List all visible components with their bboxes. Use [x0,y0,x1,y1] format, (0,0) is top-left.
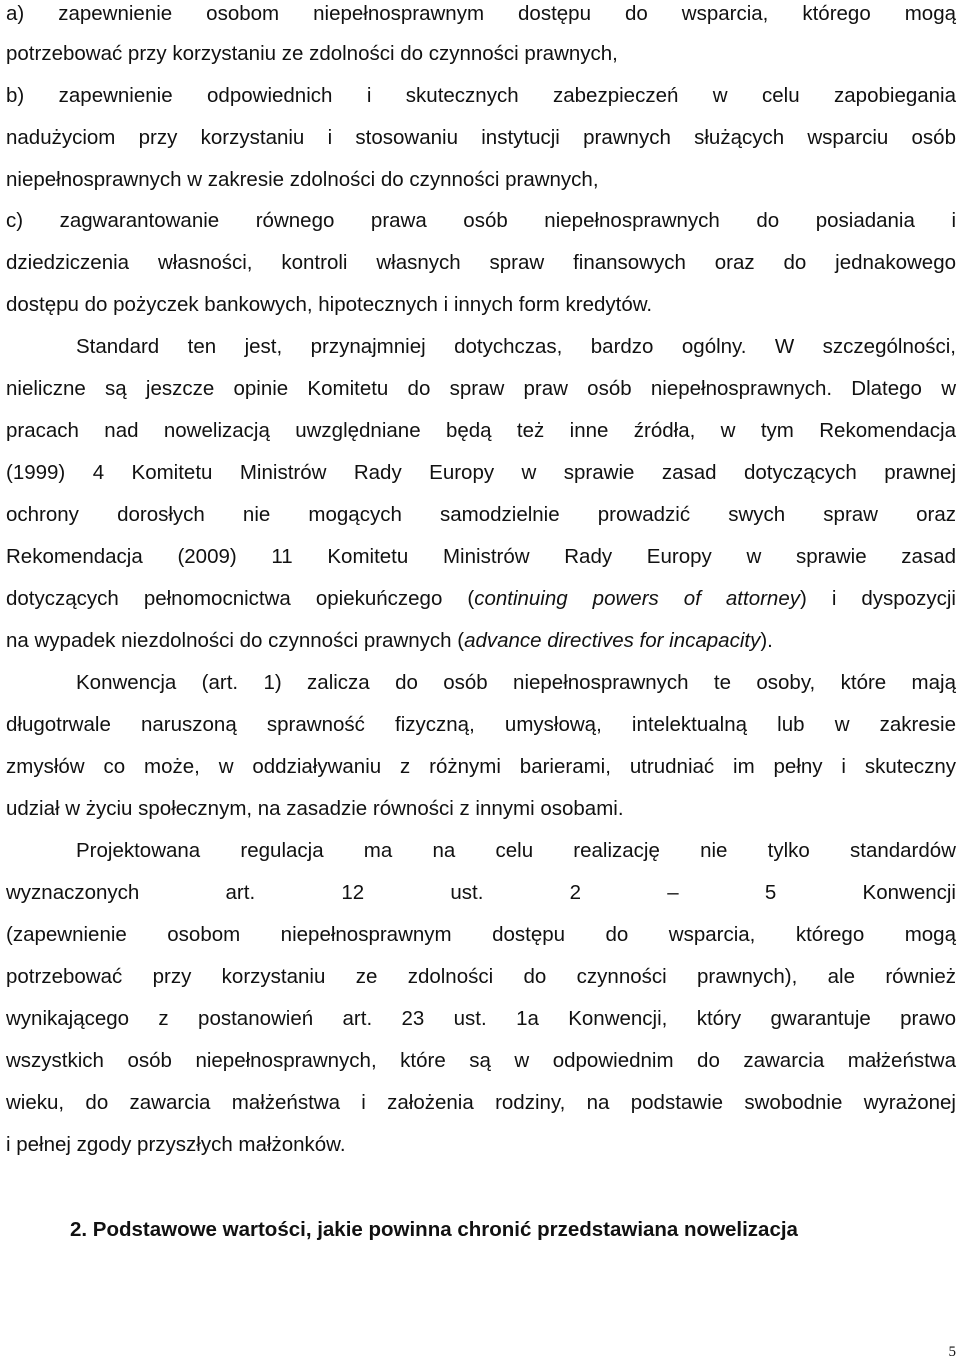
text-line: Rekomendacja (2009) 11 Komitetu Ministrów Rady Europy w sprawie zasad [6,545,956,568]
text-line: na wypadek niezdolności do czynności prawnych (advance directives for incapacity). [6,629,773,652]
section-heading: 2. Podstawowe wartości, jakie powinna chronić przedstawiana nowelizacja [70,1218,798,1241]
text-line: dostępu do pożyczek bankowych, hipotecznych i innych form kredytów. [6,293,653,316]
text-line: i pełnej zgody przyszłych małżonków. [6,1133,346,1156]
text-line: ochrony dorosłych nie mogących samodzielnie prowadzić swych spraw oraz [6,503,956,526]
text-line: wyznaczonych art. 12 ust. 2 – 5 Konwencji [6,881,956,904]
page-number: 5 [948,1344,956,1360]
text-line: udział w życiu społecznym, na zasadzie równości z innymi osobami. [6,797,624,820]
text-line: długotrwale naruszoną sprawność fizyczną, umysłową, intelektualną lub w zakresie [6,713,956,736]
text-line: (zapewnienie osobom niepełnosprawnym dostępu do wsparcia, którego mogą [6,923,956,946]
text-line: wynikającego z postanowień art. 23 ust. 1a Konwencji, który gwarantuje prawo [6,1007,956,1030]
italic-term: continuing powers of attorney [474,587,800,610]
text-line: c) zagwarantowanie równego prawa osób niepełnosprawnych do posiadania i [6,209,956,232]
text-line: potrzebować przy korzystaniu ze zdolności do czynności prawnych, [6,42,618,65]
text-line: Konwencja (art. 1) zalicza do osób niepełnosprawnych te osoby, które mają [76,671,956,694]
text-line: potrzebować przy korzystaniu ze zdolności do czynności prawnych), ale również [6,965,956,988]
italic-term: advance directives for incapacity [464,629,761,652]
text-line: Projektowana regulacja ma na celu realizację nie tylko standardów [76,839,956,862]
text-line: Standard ten jest, przynajmniej dotychczas, bardzo ogólny. W szczególności, [76,335,956,358]
text-line: pracach nad nowelizacją uwzględniane będą też inne źródła, w tym Rekomendacja [6,419,956,442]
text-line: (1999) 4 Komitetu Ministrów Rady Europy w sprawie zasad dotyczących prawnej [6,461,956,484]
text-line: a) zapewnienie osobom niepełnosprawnym dostępu do wsparcia, którego mogą [6,2,956,25]
text-line: wszystkich osób niepełnosprawnych, które są w odpowiednim do zawarcia małżeństwa [6,1049,956,1072]
text-line: dotyczących pełnomocnictwa opiekuńczego (continuing powers of attorney) i dyspozycji [6,587,956,610]
text-line: nieliczne są jeszcze opinie Komitetu do spraw praw osób niepełnosprawnych. Dlatego w [6,377,956,400]
text-line: wieku, do zawarcia małżeństwa i założenia rodziny, na podstawie swobodnie wyrażonej [6,1091,956,1114]
text-line: niepełnosprawnych w zakresie zdolności do czynności prawnych, [6,168,599,191]
text-line: nadużyciom przy korzystaniu i stosowaniu instytucji prawnych służących wsparciu osób [6,126,956,149]
text-line: b) zapewnienie odpowiednich i skutecznych zabezpieczeń w celu zapobiegania [6,84,956,107]
text-line: zmysłów co może, w oddziaływaniu z różnymi barierami, utrudniać im pełny i skuteczny [6,755,956,778]
text-line: dziedziczenia własności, kontroli własnych spraw finansowych oraz do jednakowego [6,251,956,274]
